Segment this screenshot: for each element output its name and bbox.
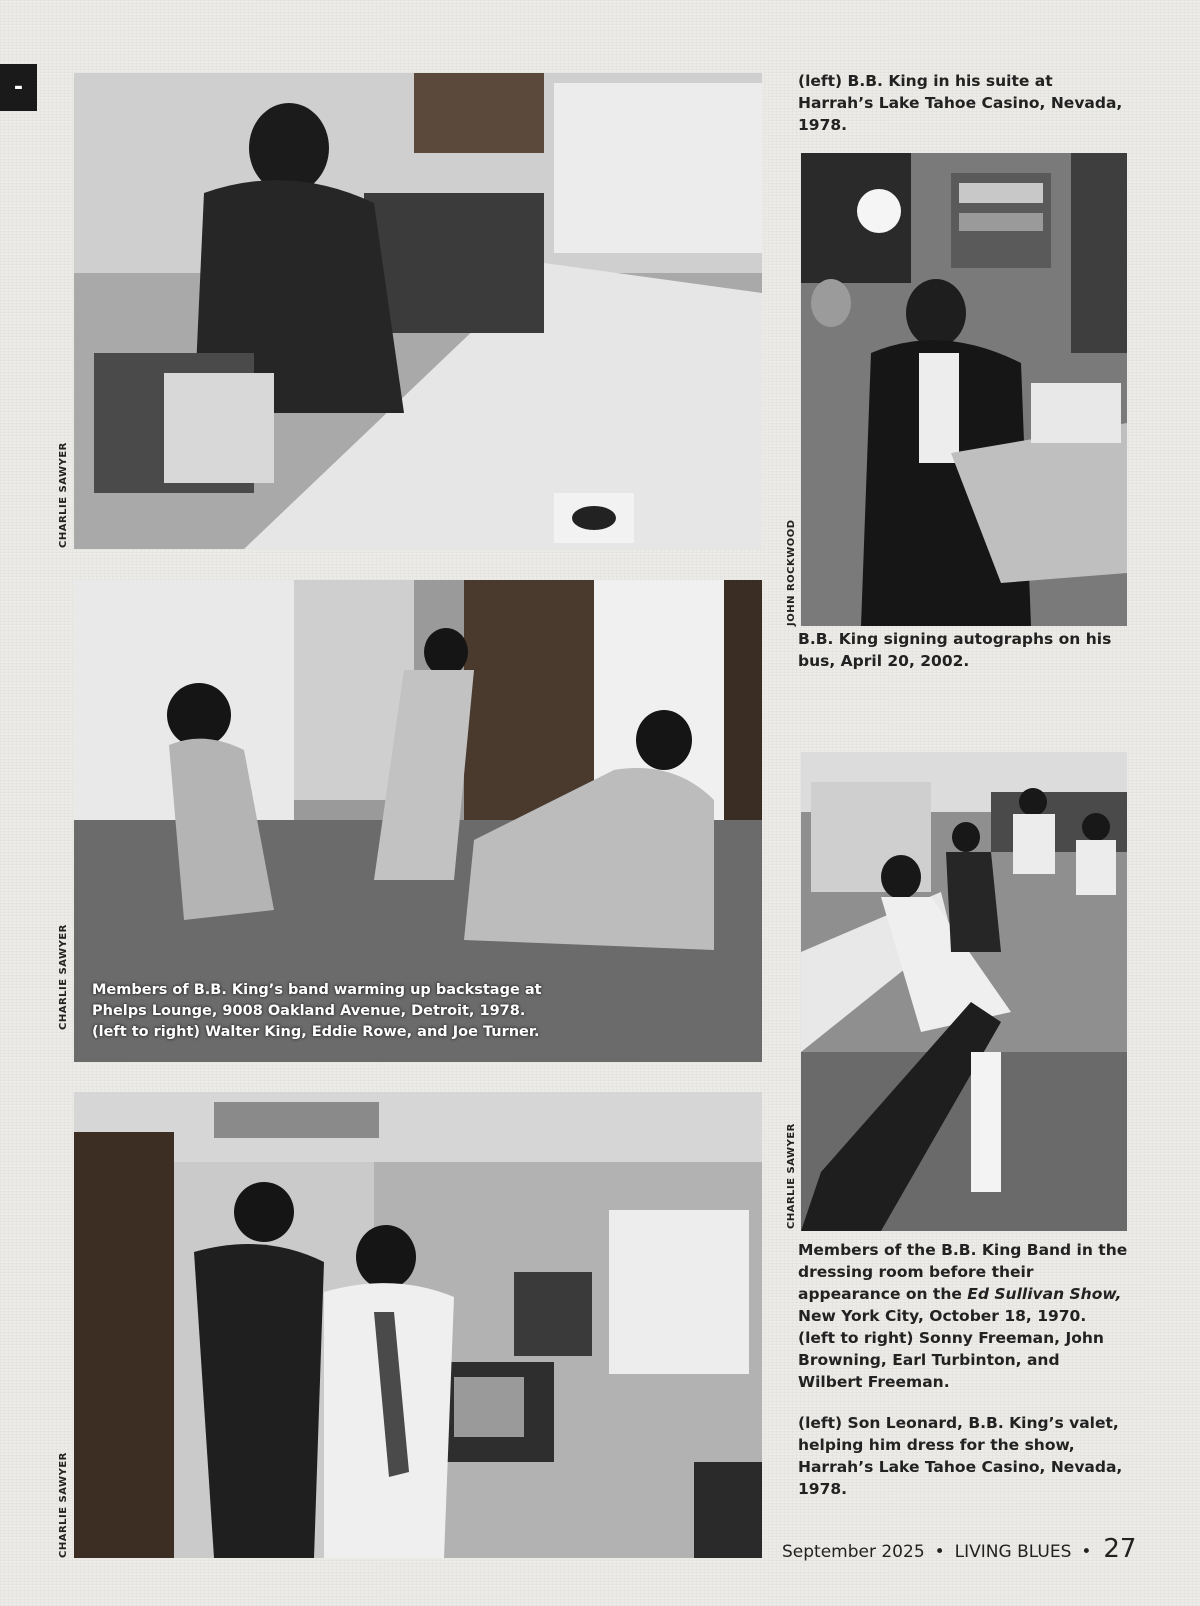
section-tab-marker: -	[0, 64, 37, 111]
photo-valet-dressing	[74, 1092, 762, 1558]
caption-valet: (left) Son Leonard, B.B. King’s valet, helping him dress for the show, Harrah’s Lake Tahoe Casino, Nevada, 1978.	[798, 1414, 1123, 1498]
photo-credit: CHARLIE SAWYER	[58, 1452, 69, 1558]
caption-show-title: Ed Sullivan Show,	[967, 1285, 1122, 1303]
caption-dressing-room-post: New York City, October 18, 1970. (left to right) Sonny Freeman, John Browning, Earl Turbinton, and Wilbert Freeman.	[798, 1307, 1104, 1391]
caption-bus: B.B. King signing autographs on his bus, April 20, 2002.	[798, 630, 1112, 670]
photo-credit: JOHN ROCKWOOD	[786, 519, 797, 626]
page-footer	[782, 1534, 1136, 1564]
photo-credit: CHARLIE SAWYER	[58, 924, 69, 1030]
photo-bb-king-bus	[801, 153, 1127, 626]
photo-credit: CHARLIE SAWYER	[786, 1123, 797, 1229]
photo-dressing-room	[801, 752, 1127, 1231]
footer-bullet: •	[934, 1542, 945, 1562]
caption-dressing-room-pre: Members of the B.B. King Band in the dressing room before their appearance on the	[798, 1241, 1128, 1303]
footer-bullet: •	[1081, 1542, 1092, 1562]
photo-credit: CHARLIE SAWYER	[58, 442, 69, 548]
page-number: 27	[1103, 1534, 1137, 1564]
photo-bb-king-suite	[74, 73, 762, 549]
caption-dressing-room	[798, 1239, 1128, 1393]
footer-magazine-name: LIVING BLUES	[954, 1542, 1072, 1562]
caption-band-backstage: Members of B.B. King’s band warming up backstage at Phelps Lounge, 9008 Oakland Avenue, Detroit, 1978. (left to right) Walter King, Eddie Rowe, and Joe Turner.	[92, 982, 542, 1040]
caption-suite: (left) B.B. King in his suite at Harrah’s Lake Tahoe Casino, Nevada, 1978.	[798, 72, 1123, 134]
footer-issue-date: September 2025	[782, 1542, 925, 1562]
